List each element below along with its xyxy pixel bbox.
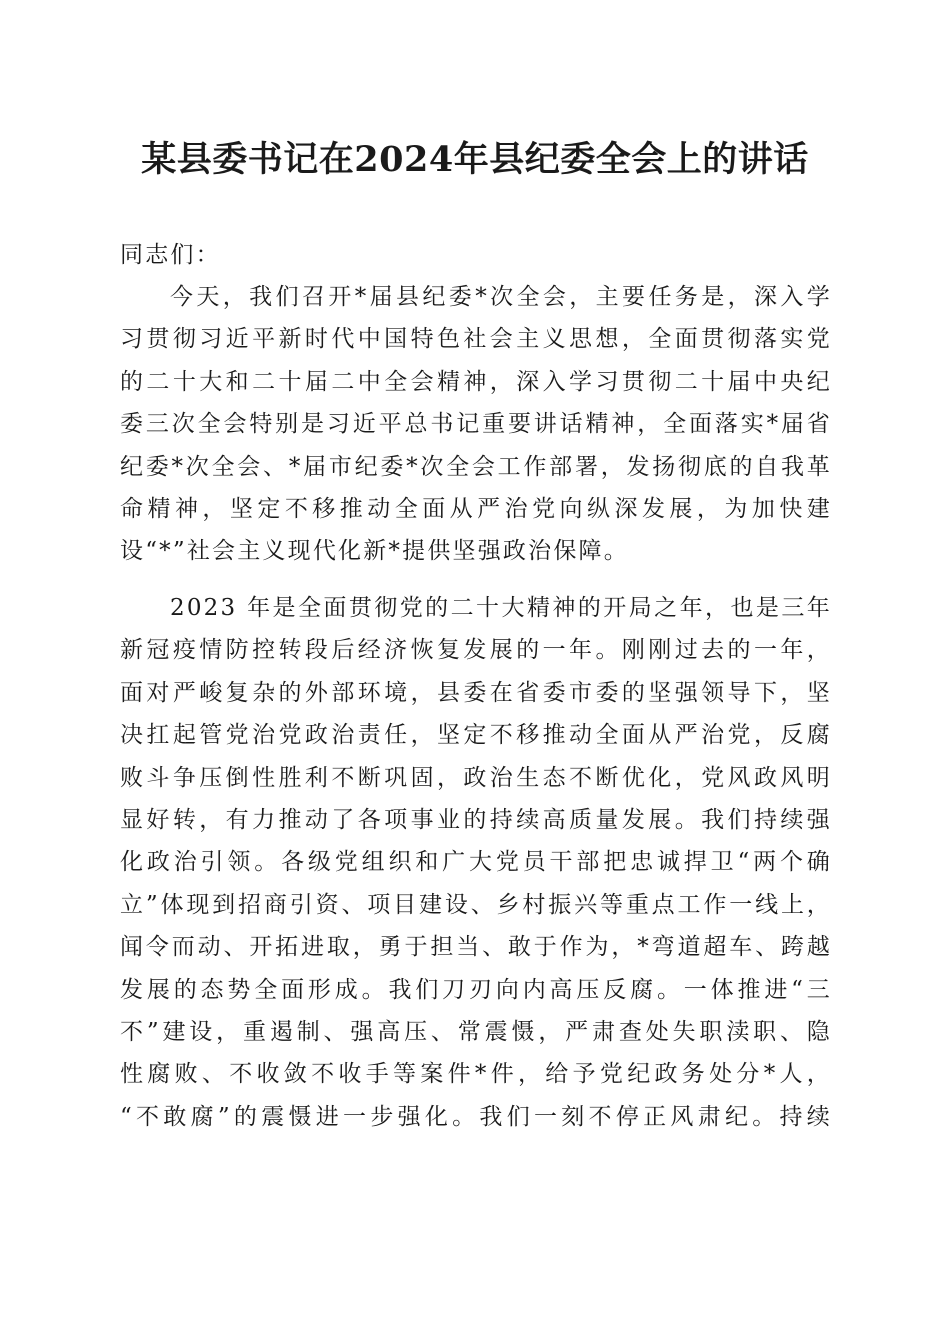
greeting bbox=[120, 234, 832, 276]
document-title: 某县委书记在2024年县纪委全会上的讲话 bbox=[141, 139, 809, 180]
paragraph-line: 化政治引领。各级党组织和广大党员干部把忠诚捍卫“两个确 bbox=[120, 849, 832, 876]
paragraph-line: 的二十大和二十届二中全会精神，深入学习贯彻二十届中央纪 bbox=[120, 368, 832, 395]
paragraph-line: 命精神，坚定不移推动全面从严治党向纵深发展，为加快建 bbox=[120, 495, 832, 522]
greeting-line: 同志们： bbox=[120, 242, 221, 268]
paragraph-line: 委三次全会特别是习近平总书记重要讲话精神，全面落实*届省 bbox=[120, 411, 832, 438]
paragraph-line: 性腐败、不收敛不收手等案件*件，给予党纪政务处分*人， bbox=[120, 1061, 832, 1088]
paragraph-line: 习贯彻习近平新时代中国特色社会主义思想，全面贯彻落实党 bbox=[120, 326, 832, 353]
paragraph-line: 今天，我们召开*届县纪委*次全会，主要任务是，深入学 bbox=[170, 284, 832, 310]
paragraph-line: 2023 年是全面贯彻党的二十大精神的开局之年，也是三年 bbox=[170, 595, 832, 621]
paragraph-line: 设“*”社会主义现代化新*提供坚强政治保障。 bbox=[120, 538, 629, 565]
paragraph-line: 决扛起管党治党政治责任，坚定不移推动全面从严治党，反腐 bbox=[120, 722, 832, 749]
paragraph-2 bbox=[120, 587, 832, 1138]
paragraph-line: 闻令而动、开拓进取，勇于担当、敢于作为，*弯道超车、跨越 bbox=[120, 934, 832, 961]
paragraph-line: 新冠疫情防控转段后经济恢复发展的一年。刚刚过去的一年， bbox=[120, 637, 832, 664]
paragraph-line: 发展的态势全面形成。我们刀刃向内高压反腐。一体推进“三 bbox=[120, 976, 832, 1003]
paragraph-line: 纪委*次全会、*届市纪委*次全会工作部署，发扬彻底的自我革 bbox=[120, 453, 832, 480]
paragraph-line: 败斗争压倒性胜利不断巩固，政治生态不断优化，党风政风明 bbox=[120, 764, 832, 791]
paragraph-line: 不”建设，重遏制、强高压、常震慑，严肃查处失职渎职、隐 bbox=[120, 1018, 832, 1045]
paragraph-line: 面对严峻复杂的外部环境，县委在省委市委的坚强领导下，坚 bbox=[120, 679, 832, 706]
paragraph-line: 立”体现到招商引资、项目建设、乡村振兴等重点工作一线上， bbox=[120, 891, 832, 918]
paragraph-line: “不敢腐”的震慑进一步强化。我们一刻不停正风肃纪。持续 bbox=[120, 1103, 832, 1130]
paragraph-1 bbox=[120, 276, 832, 573]
paragraph-line: 显好转，有力推动了各项事业的持续高质量发展。我们持续强 bbox=[120, 806, 832, 833]
